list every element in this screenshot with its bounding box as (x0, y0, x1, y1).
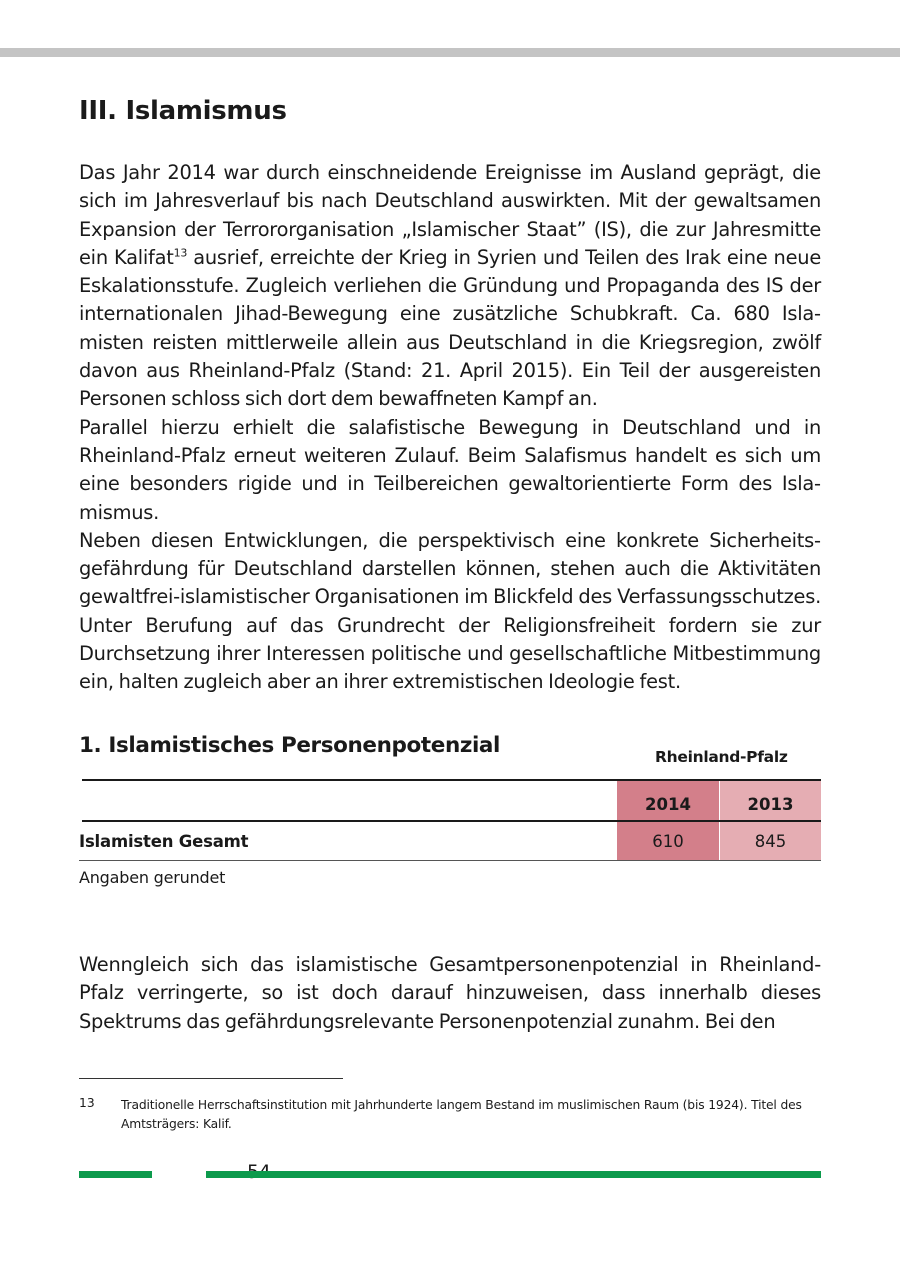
table-region-label: Rheinland-Pfalz (655, 748, 788, 766)
footnote-separator (79, 1078, 343, 1079)
table-value-2013: 845 (720, 822, 821, 860)
table-header-2013: 2013 (720, 781, 821, 820)
table-value-2014: 610 (617, 822, 719, 860)
closing-paragraph: Wenngleich sich das islamistische Gesamtpersonenpotenzial in Rheinland-Pfalz verringerte, so ist doch darauf hinzuweisen, dass innerhalb dieses Spektrums das gefährdungsrelevante Personenpotenzial zunahm. Bei den (79, 953, 821, 1033)
closing-text (79, 951, 821, 1036)
table-row-label: Islamisten Gesamt (79, 832, 249, 851)
intro-paragraph-1 (79, 159, 821, 414)
footnote-text: Traditionelle Herrschaftsinstitution mit Jahrhunderte langem Bestand im muslimischen Raum (bis 1924). Titel des Amtsträgers: Kalif. (121, 1098, 802, 1131)
table-note: Angaben gerundet (79, 868, 226, 887)
footnote-number: 13 (79, 1096, 95, 1110)
paragraph-text: ausrief, erreichte der Krieg in Syrien und Teilen des Irak eine neue Eskalationsstufe. Zugleich verliehen die Gründung und Propaganda des IS der internationalen Jihad-Bewegung eine zusätzliche Schubkraft. Ca. 680 Islamisten reisten mittlerweile allein aus Deutschland in die Kriegsregion, zwölf davon aus Rheinland-Pfalz (Stand: 21. April 2015). Ein Teil der ausgereisten Personen schloss sich dort dem bewaffneten Kampf an. (79, 245, 821, 411)
footer-rule-left (79, 1171, 152, 1178)
table-header-2014: 2014 (617, 781, 719, 820)
paragraph-text: Das Jahr 2014 war durch einschneidende Ereignisse im Ausland geprägt, die sich im Jahresverlauf bis nach Deutschland auswirkten. Mit der gewaltsamen Expansion der Terrororganisation „Islamischer Staat” (IS), die zur Jahresmitte ein Kalifat (79, 161, 821, 269)
intro-paragraph-3: Neben diesen Entwicklungen, die perspektivisch eine konkrete Sicherheitsgefährdung für Deutschland darstellen können, stehen auch die Aktivitäten gewaltfrei-islamistischer Organisationen im Blickfeld des Verfassungsschutzes. Unter Berufung auf das Grundrecht der Religionsfreiheit fordern sie zur Durchsetzung ihrer Interessen politische und gesellschaftliche Mitbestimmung ein, halten zugleich aber an ihrer extremistischen Ideologie fest. (79, 528, 821, 694)
chapter-title: III. Islamismus (79, 96, 287, 126)
intro-paragraph-2: Parallel hierzu erhielt die salafistische Bewegung in Deutschland und in Rheinland-Pfalz erneut weiteren Zulauf. Beim Salafismus handelt es sich um eine besonders rigide und in Teilbereichen gewaltorientierte Form des Islamismus. (79, 415, 821, 524)
footer-rule-right (206, 1171, 821, 1178)
intro-text (79, 159, 821, 697)
table-bottom-rule (79, 860, 821, 861)
section-title: 1. Islamistisches Personenpotenzial (79, 733, 501, 758)
footnote-reference[interactable]: 13 (173, 246, 188, 260)
header-bar (0, 48, 900, 57)
